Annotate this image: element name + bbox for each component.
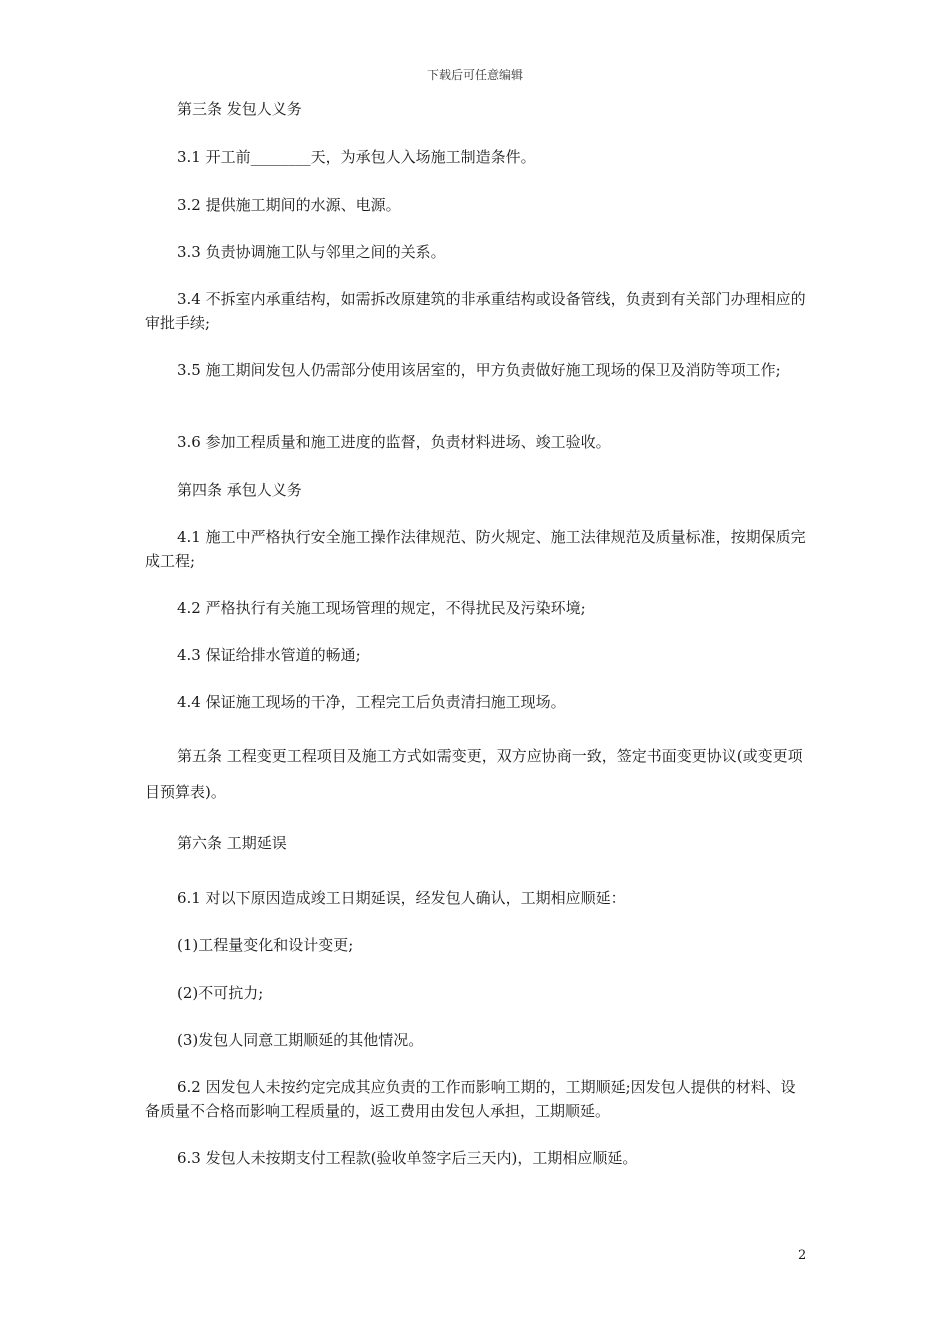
page-number: 2 xyxy=(798,1248,807,1263)
clause-3-4: 3.4 不拆室内承重结构，如需拆改原建筑的非承重结构或设备管线，负责到有关部门办理相应的审批手续; xyxy=(145,290,806,332)
item-6-1-2: (2)不可抗力; xyxy=(177,984,264,1002)
header-note: 下载后可任意编辑 xyxy=(426,68,523,82)
clause-3-1: 3.1 开工前________天，为承包人入场施工制造条件。 xyxy=(177,148,536,166)
clause-4-3: 4.3 保证给排水管道的畅通; xyxy=(177,646,361,664)
clause-3-2: 3.2 提供施工期间的水源、电源。 xyxy=(177,196,401,214)
clause-3-6: 3.6 参加工程质量和施工进度的监督，负责材料进场、竣工验收。 xyxy=(177,433,611,451)
item-6-1-1: (1)工程量变化和设计变更; xyxy=(177,936,354,954)
clause-4-4: 4.4 保证施工现场的干净，工程完工后负责清扫施工现场。 xyxy=(177,693,566,711)
section-5-paragraph: 第五条 工程变更工程项目及施工方式如需变更，双方应协商一致，签定书面变更协议(或变更项目预算表)。 xyxy=(145,747,803,801)
section-4-heading: 第四条 承包人义务 xyxy=(177,481,302,499)
clause-3-5: 3.5 施工期间发包人仍需部分使用该居室的，甲方负责做好施工现场的保卫及消防等项工作; xyxy=(177,361,781,379)
clause-3-3: 3.3 负责协调施工队与邻里之间的关系。 xyxy=(177,243,446,261)
clause-6-2: 6.2 因发包人未按约定完成其应负责的工作而影响工期的，工期顺延;因发包人提供的材料、设备质量不合格而影响工程质量的，返工费用由发包人承担，工期顺延。 xyxy=(145,1078,796,1120)
clause-4-2: 4.2 严格执行有关施工现场管理的规定，不得扰民及污染环境; xyxy=(177,599,586,617)
clause-6-1: 6.1 对以下原因造成竣工日期延误，经发包人确认，工期相应顺延： xyxy=(177,889,626,907)
section-3-heading: 第三条 发包人义务 xyxy=(177,100,302,118)
clause-6-3: 6.3 发包人未按期支付工程款(验收单签字后三天内)，工期相应顺延。 xyxy=(177,1149,638,1167)
section-6-heading: 第六条 工期延误 xyxy=(177,834,287,852)
clause-4-1: 4.1 施工中严格执行安全施工操作法律规范、防火规定、施工法律规范及质量标准，按期保质完成工程; xyxy=(145,528,806,570)
item-6-1-3: (3)发包人同意工期顺延的其他情况。 xyxy=(177,1031,424,1049)
